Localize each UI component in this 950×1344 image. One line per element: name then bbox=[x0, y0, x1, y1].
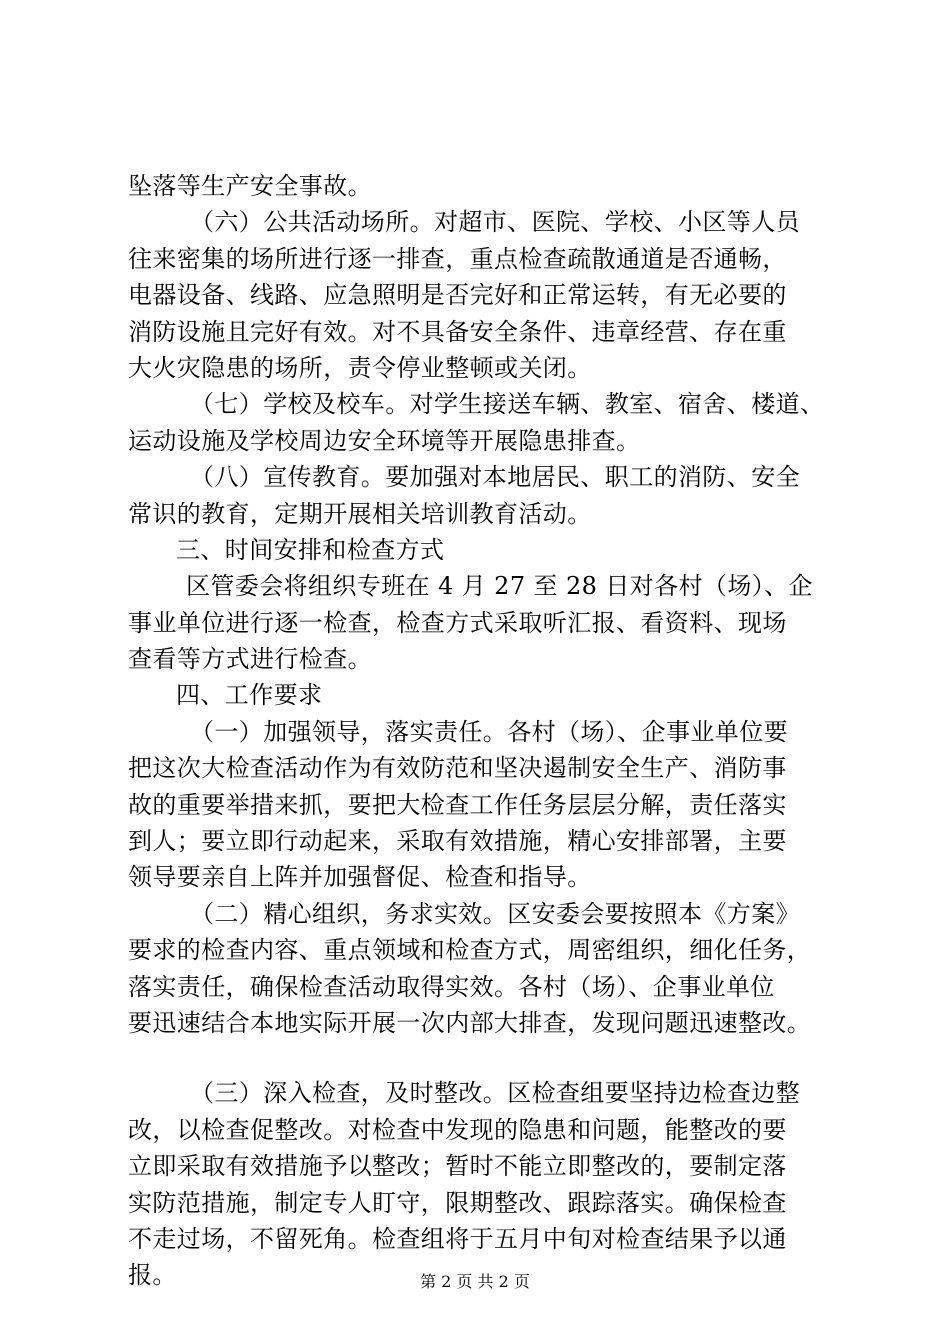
page-number-label: 第 2 页 共 2 页 bbox=[420, 1272, 530, 1291]
paragraph-line: 坠落等生产安全事故。 bbox=[128, 172, 372, 200]
paragraph-line: （八）宣传教育。要加强对本地居民、职工的消防、安全 bbox=[190, 463, 800, 492]
section-heading: 四、工作要求 bbox=[176, 681, 323, 710]
paragraph-line: 运动设施及学校周边安全环境等开展隐患排查。 bbox=[128, 426, 641, 455]
paragraph-line: （七）学校及校车。对学生接送车辆、教室、宿舍、楼道、 bbox=[190, 390, 825, 419]
document-body bbox=[128, 168, 848, 1294]
paragraph-line: （三）深入检查，及时整改。区检查组要坚持边检查边整 bbox=[190, 1079, 800, 1108]
paragraph-line: 报。 bbox=[128, 1261, 177, 1290]
paragraph-line: 要迅速结合本地实际开展一次内部大排查，发现问题迅速整改。 bbox=[128, 1008, 812, 1037]
paragraph-line: （二）精心组织，务求实效。区安委会要按照本《方案》 bbox=[190, 899, 800, 928]
paragraph-line: 领导要亲自上阵并加强督促、检查和指导。 bbox=[128, 863, 592, 892]
section-heading: 三、时间安排和检查方式 bbox=[176, 535, 445, 564]
paragraph-line: 事业单位进行逐一检查，检查方式采取听汇报、看资料、现场 bbox=[128, 608, 787, 637]
paragraph-line: 把这次大检查活动作为有效防范和坚决遏制安全生产、消防事 bbox=[128, 754, 787, 783]
paragraph-line: 往来密集的场所进行逐一排查，重点检查疏散通道是否通畅， bbox=[128, 244, 787, 273]
paragraph-line: 常识的教育，定期开展相关培训教育活动。 bbox=[128, 499, 592, 528]
paragraph-line: 改，以检查促整改。对检查中发现的隐患和问题，能整改的要 bbox=[128, 1115, 787, 1144]
paragraph-line: 大火灾隐患的场所，责令停业整顿或关闭。 bbox=[128, 353, 592, 382]
paragraph-line: 立即采取有效措施予以整改；暂时不能立即整改的，要制定落 bbox=[128, 1152, 787, 1181]
paragraph-line: （六）公共活动场所。对超市、医院、学校、小区等人员 bbox=[190, 208, 800, 237]
paragraph-line: 电器设备、线路、应急照明是否完好和正常运转，有无必要的 bbox=[128, 281, 787, 310]
paragraph-line: 故的重要举措来抓，要把大检查工作任务层层分解，责任落实 bbox=[128, 790, 787, 819]
paragraph-line: 到人；要立即行动起来，采取有效措施，精心安排部署，主要 bbox=[128, 827, 787, 856]
paragraph-line: 实防范措施，制定专人盯守，限期整改、跟踪落实。确保检查 bbox=[128, 1188, 787, 1217]
paragraph-spacer bbox=[128, 1041, 848, 1075]
paragraph-line: 不走过场，不留死角。检查组将于五月中旬对检查结果予以通 bbox=[128, 1224, 787, 1253]
paragraph-line: 要求的检查内容、重点领域和检查方式，周密组织，细化任务， bbox=[128, 936, 812, 965]
page-footer bbox=[0, 1272, 950, 1292]
paragraph-line: 消防设施且完好有效。对不具备安全条件、违章经营、存在重 bbox=[128, 317, 787, 346]
paragraph-line: 落实责任，确保检查活动取得实效。各村（场）、企事业单位 bbox=[128, 972, 775, 1001]
paragraph-line: 区管委会将组织专班在 4 月 27 至 28 日对各村（场）、企 bbox=[186, 572, 813, 601]
paragraph-line: 查看等方式进行检查。 bbox=[128, 645, 372, 674]
paragraph-line: （一）加强领导，落实责任。各村（场）、企事业单位要 bbox=[190, 717, 788, 746]
